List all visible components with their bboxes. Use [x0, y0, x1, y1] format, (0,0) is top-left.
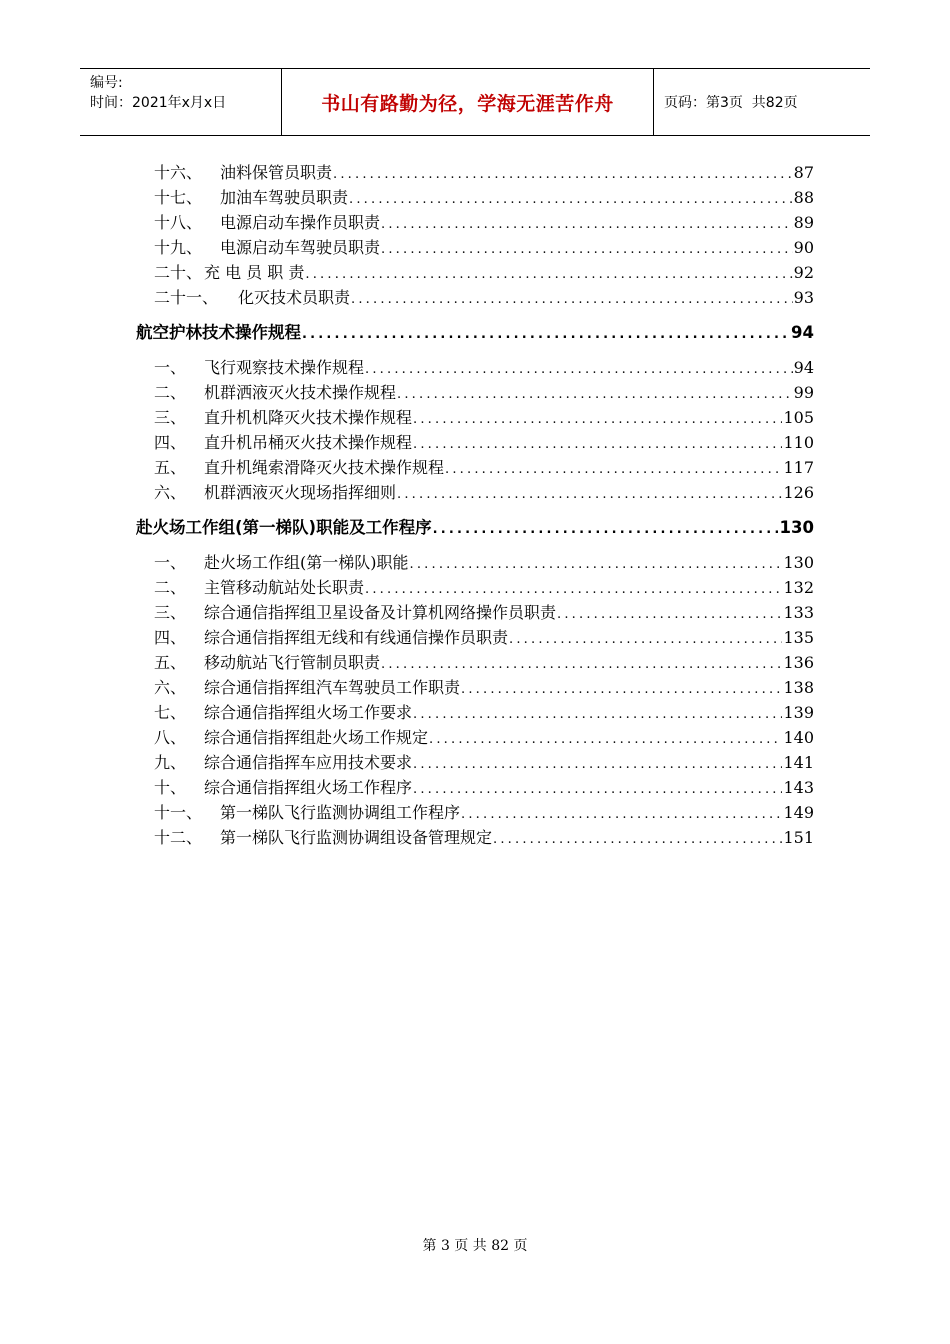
toc-leader-dots	[333, 162, 793, 187]
toc-entry-number: 七、	[154, 703, 187, 722]
toc-leader-dots	[381, 237, 793, 262]
toc-entry[interactable]	[136, 235, 814, 260]
toc-entry-number: 二十、	[154, 263, 203, 282]
toc-entry-title: 综合通信指挥组卫星设备及计算机网络操作员职责	[204, 603, 557, 622]
toc-entry[interactable]	[136, 355, 814, 380]
code-label: 编号:	[90, 75, 123, 91]
toc-entry-page: 99	[793, 383, 814, 402]
toc-entry-title: 直升机吊桶灭火技术操作规程	[204, 433, 413, 452]
toc-leader-dots	[305, 262, 792, 287]
toc-entry[interactable]	[136, 405, 814, 430]
toc-entry-page: 94	[793, 358, 814, 377]
table-of-contents	[136, 160, 814, 850]
toc-entry-page: 105	[783, 408, 814, 427]
toc-entry-number: 六、	[154, 483, 187, 502]
toc-section-title: 航空护林技术操作规程	[136, 323, 301, 342]
toc-entry-number: 一、	[154, 553, 187, 572]
header-meta	[80, 69, 282, 135]
toc-entry-number: 十八、	[154, 213, 203, 232]
toc-entry-number: 四、	[154, 433, 187, 452]
page-footer	[0, 1235, 950, 1255]
toc-entry-number: 三、	[154, 408, 187, 427]
toc-entry-title: 直升机机降灭火技术操作规程	[204, 408, 413, 427]
toc-entry-page: 140	[783, 728, 814, 747]
toc-entry-number: 一、	[154, 358, 187, 377]
toc-entry-page: 126	[783, 483, 814, 502]
toc-entry-number: 十六、	[154, 163, 203, 182]
toc-entry-number: 五、	[154, 458, 187, 477]
toc-entry-page: 141	[783, 753, 814, 772]
toc-entry-page: 130	[783, 553, 814, 572]
toc-entry-title: 飞行观察技术操作规程	[204, 358, 365, 377]
toc-section-page: 130	[779, 518, 814, 537]
toc-entry-page: 136	[783, 653, 814, 672]
toc-entry[interactable]	[136, 825, 814, 850]
toc-leader-dots	[493, 827, 782, 852]
toc-entry-number: 二十一、	[154, 288, 219, 307]
toc-leader-dots	[381, 212, 793, 237]
toc-entry-page: 132	[783, 578, 814, 597]
toc-entry-page: 133	[783, 603, 814, 622]
toc-entry[interactable]	[136, 260, 814, 285]
toc-entry-title: 加油车驾驶员职责	[220, 188, 349, 207]
toc-entry-page: 87	[793, 163, 814, 182]
toc-leader-dots	[461, 677, 782, 702]
toc-entry[interactable]	[136, 550, 814, 575]
toc-entry-page: 139	[783, 703, 814, 722]
motto-text: 书山有路勤为径，学海无涯苦作舟	[321, 92, 614, 115]
toc-entry-number: 十九、	[154, 238, 203, 257]
toc-entry[interactable]	[136, 700, 814, 725]
toc-entry[interactable]	[136, 380, 814, 405]
toc-entry-page: 135	[783, 628, 814, 647]
toc-entry-page: 90	[793, 238, 814, 257]
toc-entry-title: 油料保管员职责	[220, 163, 333, 182]
toc-entry-title: 充 电 员 职 责	[204, 263, 305, 282]
toc-entry-page: 149	[783, 803, 814, 822]
toc-leader-dots	[397, 382, 793, 407]
toc-entry-number: 十七、	[154, 188, 203, 207]
toc-entry[interactable]	[136, 650, 814, 675]
toc-entry-number: 九、	[154, 753, 187, 772]
toc-entry-page: 110	[783, 433, 814, 452]
toc-section-page: 94	[791, 323, 814, 342]
toc-entry-title: 主管移动航站处长职责	[204, 578, 365, 597]
toc-entry[interactable]	[136, 455, 814, 480]
toc-entry-number: 十、	[154, 778, 187, 797]
toc-entry-page: 138	[783, 678, 814, 697]
toc-entry-title: 综合通信指挥组赴火场工作规定	[204, 728, 429, 747]
toc-leader-dots	[557, 602, 782, 627]
toc-entry[interactable]	[136, 625, 814, 650]
toc-leader-dots	[509, 627, 782, 652]
toc-entry-number: 六、	[154, 678, 187, 697]
toc-entry[interactable]	[136, 750, 814, 775]
toc-leader-dots	[413, 777, 782, 802]
toc-entry-title: 机群洒液灭火技术操作规程	[204, 383, 397, 402]
toc-entry-title: 赴火场工作组(第一梯队)职能	[204, 553, 409, 572]
toc-entry-title: 综合通信指挥组无线和有线通信操作员职责	[204, 628, 509, 647]
toc-entry-number: 三、	[154, 603, 187, 622]
toc-entry-number: 二、	[154, 578, 187, 597]
toc-leader-dots	[429, 727, 782, 752]
toc-entry[interactable]	[136, 600, 814, 625]
toc-leader-dots	[461, 802, 782, 827]
toc-entry-page: 151	[783, 828, 814, 847]
toc-entry-number: 十二、	[154, 828, 203, 847]
toc-leader-dots	[413, 752, 782, 777]
toc-entry-title: 综合通信指挥车应用技术要求	[204, 753, 413, 772]
toc-entry[interactable]	[136, 725, 814, 750]
page-header	[80, 68, 870, 136]
toc-leader-dots	[365, 577, 782, 602]
toc-entry-title: 机群洒液灭火现场指挥细则	[204, 483, 397, 502]
toc-leader-dots	[410, 552, 783, 577]
toc-leader-dots	[351, 287, 793, 312]
toc-entry-number: 四、	[154, 628, 187, 647]
toc-entry[interactable]	[136, 480, 814, 505]
time-label: 时间：2021年x月x日	[90, 95, 227, 111]
toc-entry-title: 电源启动车操作员职责	[220, 213, 381, 232]
toc-entry-title: 综合通信指挥组汽车驾驶员工作职责	[204, 678, 461, 697]
toc-entry[interactable]	[136, 575, 814, 600]
footer-page-number: 第 3 页 共 82 页	[422, 1238, 528, 1254]
toc-leader-dots	[413, 702, 782, 727]
toc-leader-dots	[397, 482, 782, 507]
toc-entry-number: 十一、	[154, 803, 203, 822]
toc-entry-page: 143	[783, 778, 814, 797]
toc-entry[interactable]	[136, 210, 814, 235]
toc-entry-title: 直升机绳索滑降灭火技术操作规程	[204, 458, 445, 477]
toc-entry-title: 移动航站飞行管制员职责	[204, 653, 381, 672]
toc-leader-dots	[445, 457, 782, 482]
toc-entry-title: 第一梯队飞行监测协调组工作程序	[220, 803, 461, 822]
toc-entry-title: 电源启动车驾驶员职责	[220, 238, 381, 257]
toc-entry-page: 89	[793, 213, 814, 232]
toc-section-heading[interactable]	[136, 318, 814, 348]
toc-entry-number: 八、	[154, 728, 187, 747]
toc-entry-title: 第一梯队飞行监测协调组设备管理规定	[220, 828, 493, 847]
header-motto	[282, 69, 654, 135]
toc-entry-page: 117	[783, 458, 814, 477]
toc-leader-dots	[413, 432, 782, 457]
toc-entry-number: 五、	[154, 653, 187, 672]
toc-entry[interactable]	[136, 430, 814, 455]
toc-entry[interactable]	[136, 775, 814, 800]
toc-section-heading[interactable]	[136, 513, 814, 543]
toc-leader-dots	[302, 320, 790, 350]
toc-leader-dots	[381, 652, 782, 677]
toc-leader-dots	[413, 407, 782, 432]
toc-entry[interactable]	[136, 285, 814, 310]
toc-entry-title: 化灭技术员职责	[238, 288, 351, 307]
toc-entry[interactable]	[136, 800, 814, 825]
toc-entry[interactable]	[136, 675, 814, 700]
toc-entry-number: 二、	[154, 383, 187, 402]
toc-section-title: 赴火场工作组(第一梯队)职能及工作程序	[136, 518, 432, 537]
toc-entry[interactable]	[136, 160, 814, 185]
toc-entry-page: 93	[793, 288, 814, 307]
page-info-text: 页码：第3页 共82页	[664, 95, 798, 111]
toc-entry-title: 综合通信指挥组火场工作要求	[204, 703, 413, 722]
toc-entry-page: 92	[793, 263, 814, 282]
header-page-info	[654, 69, 870, 135]
toc-leader-dots	[433, 515, 779, 545]
toc-entry-page: 88	[793, 188, 814, 207]
toc-leader-dots	[349, 187, 793, 212]
toc-leader-dots	[365, 357, 793, 382]
toc-entry[interactable]	[136, 185, 814, 210]
toc-entry-title: 综合通信指挥组火场工作程序	[204, 778, 413, 797]
